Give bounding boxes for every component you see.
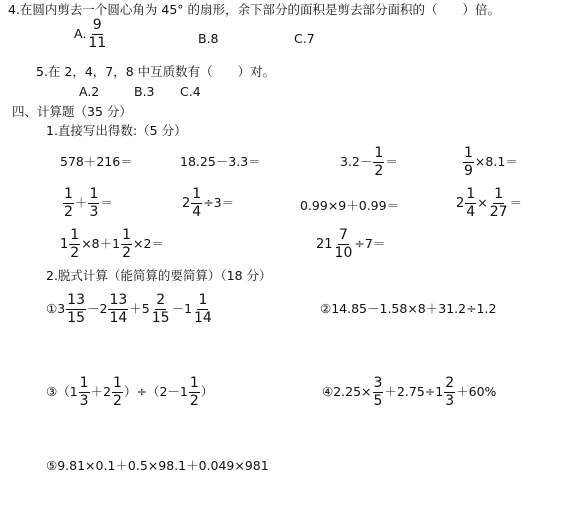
fraction-numerator: 9 [92, 17, 102, 33]
problem-2: ②14.85－1.58×8＋31.2÷1.2 [320, 301, 497, 316]
fraction [108, 293, 128, 325]
fraction-numerator: 13 [109, 292, 128, 308]
expr-text: × [477, 194, 488, 210]
fraction [69, 228, 80, 260]
expr-r1-4 [462, 146, 518, 178]
fraction [79, 376, 90, 408]
expr-r3-1 [60, 228, 164, 260]
fraction-numerator: 1 [198, 292, 208, 308]
expr-text: －1 [171, 300, 193, 316]
fraction-numerator: 1 [70, 227, 80, 243]
fraction [334, 228, 354, 260]
fraction [66, 293, 86, 325]
expr-r2-1 [62, 187, 113, 219]
fraction-denominator: 15 [67, 309, 85, 326]
fraction-denominator: 4 [466, 203, 476, 220]
fraction-denominator: 2 [113, 392, 122, 409]
fraction-denominator: 2 [64, 203, 73, 220]
fraction-denominator: 15 [151, 309, 170, 326]
problem-5: ⑤9.81×0.1＋0.5×98.1＋0.049×981 [46, 458, 269, 473]
expr-text: 21 [316, 236, 333, 252]
q5-option-b: B.3 [134, 84, 155, 99]
expr-text: ×8.1＝ [474, 153, 518, 169]
expr-r3-2 [316, 228, 385, 260]
fraction-denominator: 2 [374, 162, 384, 179]
fraction [463, 146, 474, 178]
expr-r2-2 [182, 187, 234, 219]
expr-text: 3.2－ [340, 153, 373, 169]
fraction [189, 376, 200, 408]
fraction-numerator: 13 [67, 292, 85, 308]
fraction-numerator: 2 [156, 292, 166, 308]
fraction-numerator: 1 [122, 227, 132, 243]
expr-r1-2: 18.25－3.3＝ [180, 154, 261, 169]
problem-1 [46, 293, 214, 325]
fraction-numerator: 7 [339, 227, 348, 243]
fraction [373, 376, 384, 408]
section-4-title: 四、计算题（35 分） [12, 104, 132, 119]
expr-text: ）÷（2－1 [123, 383, 188, 399]
expr-text: ＋2 [90, 383, 112, 399]
fraction-denominator: 14 [194, 309, 212, 326]
fraction [112, 376, 123, 408]
q4-option-a-fraction [87, 18, 107, 50]
q4-option-a-label: A. [74, 25, 87, 41]
fraction [121, 228, 132, 260]
expr-text: ①3 [46, 300, 66, 316]
expr-r1-1: 578＋216＝ [60, 154, 133, 169]
fraction-numerator: 1 [464, 145, 473, 161]
expr-text: 1 [60, 236, 69, 252]
expr-text: ④2.25× [322, 383, 372, 399]
problem-4 [322, 376, 496, 408]
problem-3 [46, 376, 213, 408]
fraction [191, 187, 202, 219]
expr-text: ＝ [509, 194, 523, 210]
fraction-denominator: 2 [122, 244, 132, 261]
fraction-denominator: 3 [89, 203, 99, 220]
fraction-denominator: 5 [373, 392, 383, 409]
q5-option-c: C.4 [180, 84, 201, 99]
part-2-title: 2.脱式计算（能简算的要简算）（18 分） [46, 268, 272, 283]
expr-text: ） [200, 383, 214, 399]
fraction-denominator: 2 [70, 244, 80, 261]
fraction [63, 187, 74, 219]
fraction [373, 146, 384, 178]
fraction-numerator: 1 [89, 186, 99, 202]
fraction-numerator: 1 [374, 145, 384, 161]
expr-text: ＝ [385, 153, 398, 169]
q4-option-a [74, 18, 108, 50]
fraction-numerator: 1 [494, 186, 504, 202]
expr-r2-3: 0.99×9＋0.99＝ [300, 198, 400, 213]
fraction-numerator: 1 [189, 375, 199, 391]
expr-text: ＋2.75÷1 [384, 383, 444, 399]
expr-text: ＋ [74, 194, 88, 210]
fraction-numerator: 1 [466, 186, 476, 202]
fraction-numerator: 1 [64, 186, 73, 202]
part-1-title: 1.直接写出得数:（5 分） [46, 123, 187, 138]
expr-text: 2 [456, 195, 465, 211]
question-5-text: 5.在 2，4，7，8 中互质数有（ ）对。 [36, 64, 276, 79]
fraction [151, 293, 171, 325]
expr-text: ×2＝ [133, 235, 164, 251]
expr-r2-4 [456, 187, 522, 219]
fraction [193, 293, 213, 325]
expr-text: ＋5 [129, 300, 150, 316]
expr-text: 2 [182, 195, 191, 211]
fraction-denominator: 4 [192, 203, 202, 220]
question-4-text: 4.在圆内剪去一个圆心角为 45° 的扇形，余下部分的面积是剪去部分面积的（ ）倍。 [8, 2, 501, 17]
fraction-denominator: 27 [489, 203, 508, 220]
fraction-numerator: 1 [192, 186, 202, 202]
expr-text: ÷3＝ [203, 194, 235, 210]
fraction-denominator: 10 [334, 244, 353, 261]
expr-text: ＝ [100, 194, 113, 210]
fraction [88, 187, 99, 219]
fraction-denominator: 3 [445, 392, 455, 409]
expr-text: ③（1 [46, 383, 78, 399]
fraction-numerator: 2 [445, 375, 455, 391]
q4-option-c: C.7 [294, 31, 315, 46]
fraction [444, 376, 455, 408]
fraction [465, 187, 476, 219]
fraction-denominator: 3 [79, 392, 89, 409]
fraction-denominator: 9 [464, 162, 473, 179]
expr-text: ×8＋1 [81, 235, 121, 251]
fraction [489, 187, 509, 219]
fraction-denominator: 11 [88, 34, 107, 51]
fraction-numerator: 1 [79, 375, 89, 391]
expr-text: ＋60% [456, 383, 497, 399]
q5-option-a: A.2 [79, 84, 100, 99]
fraction-denominator: 14 [109, 309, 128, 326]
q4-option-b: B.8 [198, 31, 219, 46]
expr-r1-3 [340, 146, 398, 178]
fraction-numerator: 1 [113, 375, 122, 391]
fraction-denominator: 2 [189, 392, 199, 409]
expr-text: －2 [87, 300, 108, 316]
fraction-numerator: 3 [373, 375, 383, 391]
expr-text: ÷7＝ [354, 235, 386, 251]
